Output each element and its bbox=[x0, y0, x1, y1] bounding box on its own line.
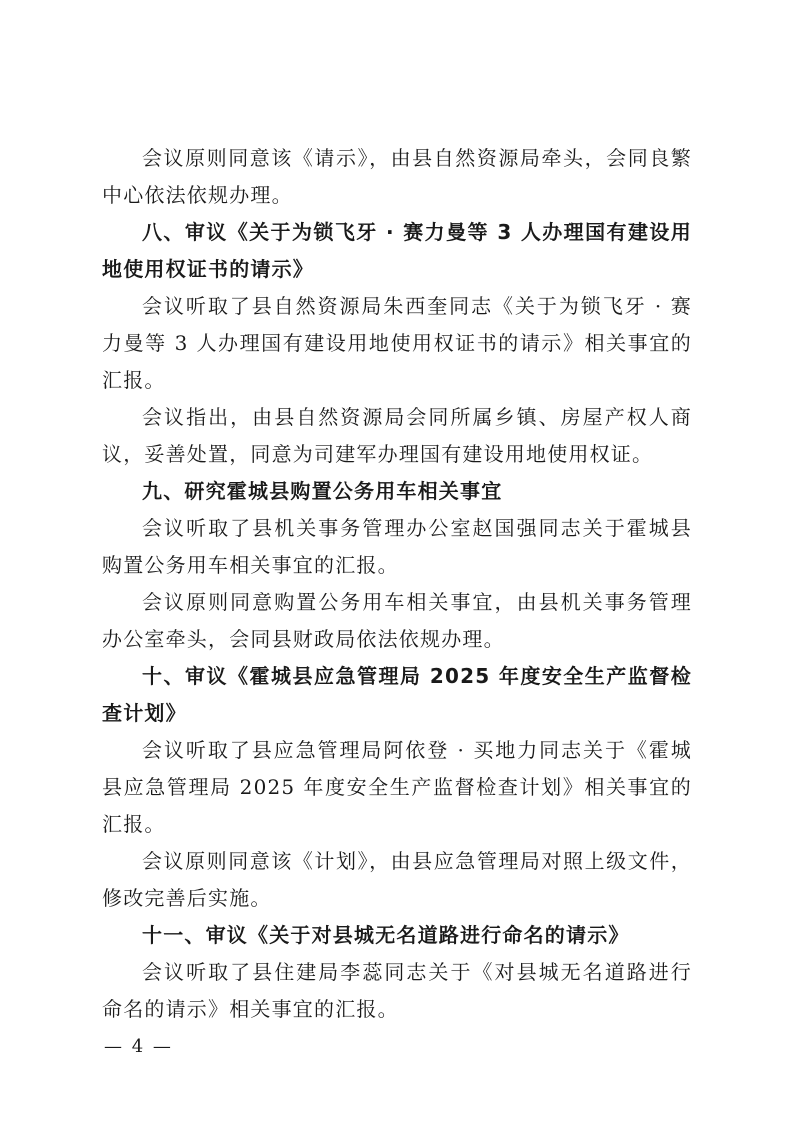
paragraph-report-9: 会议听取了县机关事务管理办公室赵国强同志关于霍城县购置公务用车相关事宜的汇报。 bbox=[102, 516, 692, 577]
paragraph-resolution-7: 会议原则同意该《请示》，由县自然资源局牵头，会同良繁中心依法依规办理。 bbox=[102, 146, 692, 207]
paragraph-resolution-10: 会议原则同意该《计划》，由县应急管理局对照上级文件，修改完善后实施。 bbox=[102, 849, 692, 910]
heading-item-8: 八、审议《关于为锁飞牙 · 赛力曼等 3 人办理国有建设用地使用权证书的请示》 bbox=[102, 220, 692, 281]
paragraph-resolution-9: 会议原则同意购置公务用车相关事宜，由县机关事务管理办公室牵头，会同县财政局依法依规办理。 bbox=[102, 590, 692, 651]
heading-item-10: 十、审议《霍城县应急管理局 2025 年度安全生产监督检查计划》 bbox=[102, 664, 692, 725]
heading-item-9: 九、研究霍城县购置公务用车相关事宜 bbox=[142, 479, 503, 503]
paragraph-report-10: 会议听取了县应急管理局阿依登 · 买地力同志关于《霍城县应急管理局 2025 年度安全生产监督检查计划》相关事宜的汇报。 bbox=[102, 738, 692, 836]
heading-item-11: 十一、审议《关于对县城无名道路进行命名的请示》 bbox=[142, 923, 630, 947]
document-body bbox=[102, 140, 692, 1028]
paragraph-report-8: 会议听取了县自然资源局朱西奎同志《关于为锁飞牙 · 赛力曼等 3 人办理国有建设用地使用权证书的请示》相关事宜的汇报。 bbox=[102, 294, 692, 392]
paragraph-resolution-8: 会议指出，由县自然资源局会同所属乡镇、房屋产权人商议，妥善处置，同意为司建军办理国有建设用地使用权证。 bbox=[102, 405, 692, 466]
page-number: — 4 — bbox=[104, 1036, 173, 1057]
paragraph-report-11: 会议听取了县住建局李蕊同志关于《对县城无名道路进行命名的请示》相关事宜的汇报。 bbox=[102, 960, 692, 1021]
